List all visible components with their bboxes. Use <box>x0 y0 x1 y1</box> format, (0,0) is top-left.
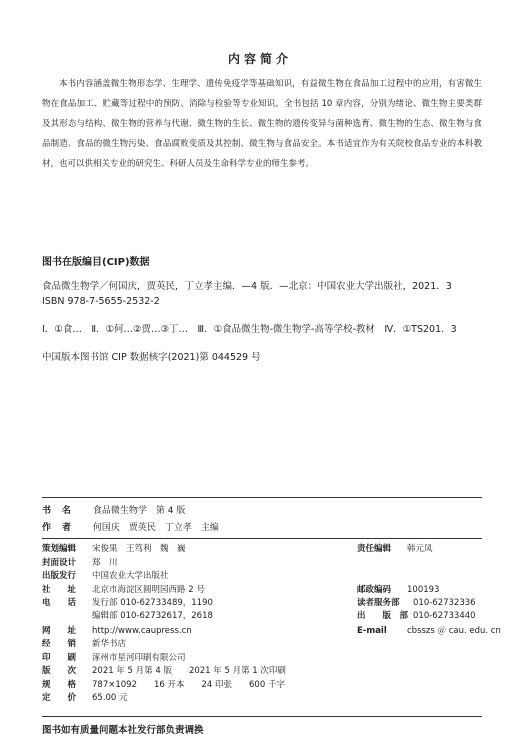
divider-top <box>42 497 482 498</box>
book-title-row <box>42 503 185 516</box>
credit-label: 社 址 <box>42 585 77 595</box>
credit-row <box>42 569 169 581</box>
credit-row <box>42 664 286 676</box>
cip-classification: Ⅰ．①食… Ⅱ．①何…②贾…③丁… Ⅲ．①食品微生物-微生物学-高等学校-教材 Ⅳ．①TS201．3 <box>42 324 457 335</box>
credit-value: 010-62732336 <box>413 598 476 608</box>
credit-label: 定 价 <box>42 693 77 703</box>
credit-label: 经 销 <box>42 639 77 649</box>
credit-value: 新华书店 <box>92 639 127 649</box>
credit-value: 010-62733440 <box>413 611 476 621</box>
credit-row <box>42 691 128 703</box>
divider-mid <box>42 538 482 539</box>
credit-row <box>42 651 186 663</box>
credit-row-right <box>357 542 433 554</box>
cip-citation: 食品微生物学／何国庆，贾英民，丁立孝主编．—4 版．—北京：中国农业大学出版社，2021．3 <box>42 281 452 292</box>
cip-isbn: ISBN 978-7-5655-2532-2 <box>42 296 160 307</box>
credit-row-right <box>357 609 476 621</box>
credit-value: 韩元凤 <box>407 544 433 554</box>
divider-bottom <box>42 716 482 717</box>
credit-label: 规 格 <box>42 680 77 690</box>
credit-label: 出版发行 <box>42 571 77 581</box>
credit-value: 发行部 010-62733489，1190 <box>92 598 213 608</box>
credit-value: 编辑部 010-62732617，2618 <box>92 611 213 621</box>
credit-label: E-mail <box>357 626 387 636</box>
credit-label: 出 版 部 <box>357 611 409 621</box>
cip-record: 中国版本图书馆 CIP 数据核字(2021)第 044529 号 <box>42 352 261 363</box>
credit-row <box>42 624 192 636</box>
credit-label: 责任编辑 <box>357 544 392 554</box>
credit-label: 电 话 <box>42 598 77 608</box>
credit-value: 2021 年 5 月第 4 版 2021 年 5 月第 1 次印刷 <box>92 666 286 676</box>
credit-label: 版 次 <box>42 666 77 676</box>
credit-label: 网 址 <box>42 626 77 636</box>
credit-row <box>42 596 213 608</box>
credit-label: 策划编辑 <box>42 544 77 554</box>
book-author-label: 作 者 <box>42 523 73 533</box>
credit-row <box>42 637 126 649</box>
credit-label: 读者服务部 <box>357 598 400 608</box>
credit-value: cbsszs ＠ cau. edu. cn <box>407 626 501 636</box>
cip-heading: 图书在版编目(CIP)数据 <box>42 257 150 268</box>
book-author-value: 何国庆 贾英民 丁立孝 主编 <box>92 523 219 533</box>
intro-text: 本书内容涵盖微生物形态学、生理学、遗传免疫学等基础知识，有益微生物在食品加工过程中的应用，有害微生物在食品加工、贮藏等过程中的预防、消除与检验等专业知识。全书包括 10 章内容，分别为绪论、微生物主要类群及其形态与结构、微生物的营养与代谢、微生物的生长、微生物的遗传变异与菌种选育、微生物的生态、微生物与食品制造、食品的微生物污染、食品腐败变质及其控制、微生物与食品安全。本书适宜作为有关院校食品专业的本科教材，也可以供相关专业的研究生、科研人员及生命科学专业的师生参考。 <box>42 79 482 169</box>
credit-value: 郑 川 <box>92 558 118 568</box>
credit-row-right <box>357 583 439 595</box>
footer-note: 图书如有质量问题本社发行部负责调换 <box>42 725 204 736</box>
credit-label: 印 刷 <box>42 653 77 663</box>
credit-value: 北京市海淀区圆明园西路 2 号 <box>92 585 205 595</box>
book-title-label: 书 名 <box>42 506 73 516</box>
credit-row <box>42 542 186 554</box>
credit-value: 中国农业大学出版社 <box>92 571 169 581</box>
credit-value: 宋俊果 王笃利 魏 巍 <box>92 544 186 554</box>
credit-label: 封面设计 <box>42 558 77 568</box>
intro-title: 内容简介 <box>227 52 292 66</box>
credit-value: 787×1092 16 开本 24 印张 600 千字 <box>92 680 285 690</box>
credit-label: 邮政编码 <box>357 585 392 595</box>
book-title-value: 食品微生物学 第 4 版 <box>92 506 186 516</box>
credit-value: 100193 <box>407 585 440 595</box>
credit-value: 65.00 元 <box>92 693 128 703</box>
credit-value: 涿州市星河印刷有限公司 <box>92 653 186 663</box>
credit-value: http://www.caupress.cn <box>92 626 192 636</box>
credit-row <box>42 678 285 690</box>
credit-row <box>42 609 213 621</box>
credit-row <box>42 583 205 595</box>
credit-row <box>42 556 118 568</box>
credit-row-right <box>357 624 501 636</box>
credit-row-right <box>357 596 476 608</box>
book-author-row <box>42 520 219 533</box>
